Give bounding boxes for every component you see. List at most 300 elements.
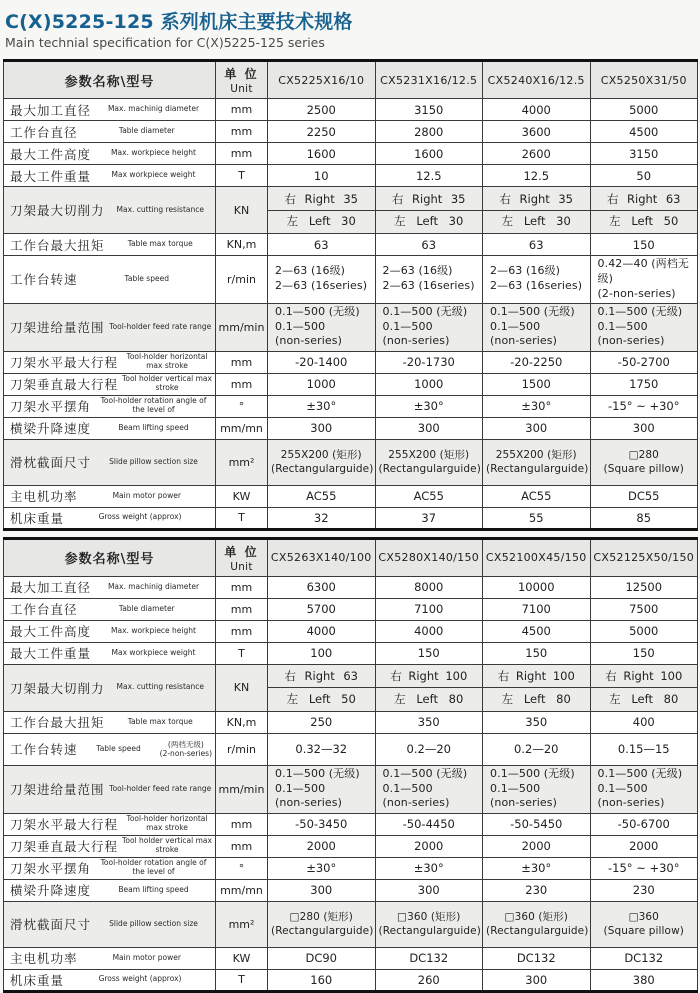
value-cell: 2000: [590, 835, 698, 857]
param-name-content: [10, 780, 212, 798]
right-value: [591, 666, 698, 689]
param-name-cn: 滑枕截面尺寸: [10, 455, 92, 471]
value-cell: 160: [268, 969, 376, 991]
param-name-cell: [4, 857, 216, 879]
param-name-content: [10, 236, 212, 254]
param-name-en: Tool holder vertical max stroke: [122, 836, 212, 855]
param-name-cn: 机床重量: [10, 510, 65, 526]
value-line: 2—63 (16series): [382, 279, 475, 293]
right-number: 35: [558, 191, 573, 206]
value-cell: -50-6700: [590, 813, 698, 835]
right-left-values: [483, 188, 590, 232]
param-name-content: [10, 375, 212, 393]
value-cell: [590, 256, 698, 304]
value-cell: [483, 256, 591, 304]
param-name-content: [10, 815, 212, 833]
value-cell: ±30°: [483, 857, 591, 879]
left-value: [268, 211, 375, 233]
param-name-cn: 主电机功率: [10, 951, 78, 967]
param-name-cell: [4, 576, 216, 598]
value-line: 0.1—500 (无级): [382, 766, 468, 780]
value-cell: 100: [268, 642, 376, 664]
value-line: (Rectangularguide): [486, 925, 589, 938]
value-line: 0.1—500: [597, 319, 648, 333]
value-cell: 10000: [483, 576, 591, 598]
column-header-model: CX5250X31/50: [590, 61, 698, 99]
param-name-cn: 横梁升降速度: [10, 421, 92, 437]
unit-cell: T: [216, 507, 268, 529]
value-cell: AC55: [375, 485, 483, 507]
value-line: 2—63 (16级): [275, 264, 346, 278]
value-cell: 2500: [268, 99, 376, 121]
value-cell: 2250: [268, 121, 376, 143]
param-name-cell: [4, 642, 216, 664]
param-name-cn: 最大工件重量: [10, 168, 92, 184]
right-label-cn: 右: [390, 669, 402, 684]
param-name-cn: 刀架垂直最大行程: [10, 377, 119, 393]
value-cell: AC55: [268, 485, 376, 507]
left-number: 50: [663, 214, 679, 229]
left-label-en: Left: [631, 691, 653, 706]
param-name-content: [10, 453, 212, 471]
unit-cell: mm/min: [216, 765, 268, 813]
param-name-en: Gross weight (approx): [98, 974, 182, 984]
spec-row: [4, 187, 698, 234]
value-cell: -20-2250: [483, 351, 591, 373]
param-name-cell: [4, 417, 216, 439]
unit-header-cn: 单 位: [224, 67, 259, 81]
param-name-cn: 工作台转速: [10, 272, 78, 288]
value-cell: [483, 439, 591, 485]
spec-row: [4, 165, 698, 187]
value-line: (non-series): [490, 796, 558, 810]
value-cell: [268, 303, 376, 351]
value-line: (non-series): [275, 796, 343, 810]
value-line: 0.1—500: [382, 319, 433, 333]
unit-cell: KW: [216, 947, 268, 969]
value-line: (non-series): [382, 796, 450, 810]
value-cell: 2800: [375, 121, 483, 143]
value-line: 0.1—500: [490, 781, 541, 795]
param-name-content: [10, 145, 212, 163]
value-cell: [483, 303, 591, 351]
param-name-en: Tool holder vertical max stroke: [122, 374, 212, 393]
param-name-cn: 最大工件重量: [10, 646, 92, 662]
unit-cell: mm²: [216, 901, 268, 947]
param-name-content: [10, 971, 212, 989]
param-name-cell: [4, 373, 216, 395]
value-cell: 230: [483, 879, 591, 901]
param-name-cell: [4, 879, 216, 901]
table-body: [4, 99, 698, 530]
param-name-cell: [4, 711, 216, 733]
param-name-en: Max workpiece weight: [111, 170, 196, 180]
param-name-content: [10, 600, 212, 618]
value-cell: [375, 439, 483, 485]
value-cell: -50-3450: [268, 813, 376, 835]
right-number: 35: [343, 191, 358, 206]
param-model-header: 参数名称\型号: [4, 538, 216, 576]
right-left-values: [376, 188, 483, 232]
spec-row: [4, 765, 698, 813]
value-cell: [268, 765, 376, 813]
page-subtitle: Main technial specification for C(X)5225-125 series: [5, 35, 325, 50]
param-name-cell: [4, 99, 216, 121]
right-value: [268, 666, 375, 689]
value-cell: 7100: [483, 598, 591, 620]
param-name-cn: 刀架水平最大行程: [10, 817, 119, 833]
spec-row: [4, 121, 698, 143]
right-number: 100: [660, 669, 683, 684]
param-name-en: Tool-holder horizontal max stroke: [126, 814, 208, 833]
value-line: 0.1—500 (无级): [490, 766, 575, 780]
param-name-cell: [4, 165, 216, 187]
value-line: 0.1—500 (无级): [597, 304, 683, 318]
value-line: □280: [628, 448, 659, 461]
param-name-en: Beam lifting speed: [118, 884, 189, 894]
value-line: □360 (矩形): [504, 910, 568, 923]
param-name-cell: [4, 187, 216, 234]
value-cell: 55: [483, 507, 591, 529]
value-cell: 2000: [483, 835, 591, 857]
value-line: 0.1—500 (无级): [490, 304, 575, 318]
unit-header: [216, 538, 268, 576]
value-cell: 85: [590, 507, 698, 529]
value-cell: AC55: [483, 485, 591, 507]
right-left-values: [591, 188, 698, 232]
value-cell: 3150: [590, 143, 698, 165]
unit-cell: T: [216, 969, 268, 991]
value-line: (non-series): [490, 334, 558, 348]
unit-cell: mm: [216, 813, 268, 835]
param-name-cell: [4, 439, 216, 485]
value-cell: ±30°: [268, 857, 376, 879]
spec-row: [4, 901, 698, 947]
left-label-cn: 左: [609, 214, 621, 229]
value-cell: 4000: [483, 99, 591, 121]
right-left-values: [376, 666, 483, 710]
spec-table-1: [3, 59, 698, 531]
value-cell: ±30°: [268, 395, 376, 417]
param-name-en: Table max torque: [127, 716, 193, 726]
column-header-model: CX5225X16/10: [268, 61, 376, 99]
right-value: [376, 188, 483, 211]
param-name-en: Main motor power: [112, 490, 181, 500]
param-name-en: Max workpiece weight: [111, 647, 196, 657]
right-number: 35: [450, 191, 466, 206]
left-value: [591, 211, 698, 233]
value-cell: [268, 439, 376, 485]
value-line: (non-series): [597, 334, 665, 348]
value-cell: [375, 303, 483, 351]
value-cell: 63: [375, 234, 483, 256]
param-name-content: [10, 881, 212, 899]
param-name-cell: [4, 947, 216, 969]
value-cell: ±30°: [375, 857, 483, 879]
spec-row: [4, 733, 698, 765]
unit-cell: °: [216, 395, 268, 417]
value-cell: 3150: [375, 99, 483, 121]
left-value: [483, 688, 590, 710]
unit-header-en: Unit: [230, 560, 253, 573]
spec-row: [4, 879, 698, 901]
param-name-cn: 最大工件高度: [10, 624, 92, 640]
param-name-en: Gross weight (approx): [98, 512, 182, 522]
column-header-model: CX5263X140/100: [268, 538, 376, 576]
left-label-cn: 左: [609, 691, 621, 706]
column-header-model: CX52100X45/150: [483, 538, 591, 576]
value-cell: [590, 439, 698, 485]
column-header-model: CX5280X140/150: [375, 538, 483, 576]
value-cell: 2000: [268, 835, 376, 857]
spec-row: [4, 143, 698, 165]
value-line: (non-series): [597, 796, 665, 810]
value-cell: 260: [375, 969, 483, 991]
spec-row: [4, 620, 698, 642]
value-cell: [483, 901, 591, 947]
param-name-cell: [4, 234, 216, 256]
value-cell: 1600: [268, 143, 376, 165]
param-name-cn: 刀架进给量范围: [10, 320, 105, 336]
unit-cell: mm: [216, 121, 268, 143]
value-cell: 63: [268, 234, 376, 256]
value-line: (Square pillow): [603, 925, 684, 938]
param-name-cn: 最大加工直径: [10, 102, 92, 118]
param-name-cell: [4, 143, 216, 165]
value-cell: 350: [375, 711, 483, 733]
value-cell: 0.2—20: [375, 733, 483, 765]
value-cell: 300: [483, 969, 591, 991]
right-value: [268, 188, 375, 211]
value-line: (2-non-series): [597, 286, 676, 300]
spec-table-2: [3, 537, 698, 993]
left-label-en: Left: [308, 691, 331, 706]
value-line: 2—63 (16级): [490, 264, 561, 278]
param-name-content: [10, 201, 212, 219]
param-name-cell: [4, 395, 216, 417]
param-name-cn: 机床重量: [10, 972, 65, 988]
param-name-cell: [4, 351, 216, 373]
right-label-cn: 右: [607, 191, 619, 206]
value-line: (Rectangularguide): [271, 925, 374, 938]
unit-cell: mm: [216, 373, 268, 395]
left-value: [483, 211, 590, 233]
param-name-cn: 最大加工直径: [10, 580, 92, 596]
unit-cell: mm²: [216, 439, 268, 485]
spec-row: [4, 598, 698, 620]
column-header-model: CX5231X16/12.5: [375, 61, 483, 99]
param-name-cn: 刀架最大切削力: [10, 203, 105, 218]
unit-cell: mm: [216, 598, 268, 620]
right-value: [591, 188, 698, 211]
right-value: [376, 666, 483, 689]
left-number: 80: [556, 691, 571, 706]
param-name-content: [10, 167, 212, 185]
value-cell: DC132: [590, 947, 698, 969]
value-line: □360: [628, 910, 659, 923]
value-cell: 400: [590, 711, 698, 733]
unit-cell: mm: [216, 99, 268, 121]
value-cell: 230: [590, 879, 698, 901]
value-line: 0.1—500 (无级): [597, 766, 683, 780]
right-number: 63: [343, 669, 358, 684]
value-cell: DC90: [268, 947, 376, 969]
value-line: (Rectangularguide): [378, 463, 481, 476]
value-cell: [268, 664, 376, 711]
param-name-en: Max. machinig diameter: [107, 581, 200, 591]
left-value: [591, 688, 698, 710]
left-label-en: Left: [416, 214, 438, 229]
value-cell: 12500: [590, 576, 698, 598]
value-cell: 1500: [483, 373, 591, 395]
left-value: [376, 688, 483, 710]
left-label-en: Left: [416, 691, 438, 706]
spec-row: [4, 711, 698, 733]
spec-row: [4, 256, 698, 304]
param-name-en: Max. machinig diameter: [107, 104, 200, 114]
spec-row: [4, 576, 698, 598]
value-line: 2—63 (16series): [490, 279, 583, 293]
value-cell: [375, 765, 483, 813]
column-header-model: CX5240X16/12.5: [483, 61, 591, 99]
param-name-cn: 横梁升降速度: [10, 883, 92, 899]
value-line: (Rectangularguide): [378, 925, 481, 938]
right-label-en: Right: [519, 191, 550, 206]
param-name-en: Max. cutting resistance: [116, 204, 204, 214]
value-cell: 300: [375, 417, 483, 439]
table-head: [4, 61, 698, 99]
value-line: 255X200 (矩形): [495, 448, 577, 461]
table-header-row: [4, 61, 698, 99]
value-line: 0.1—500 (无级): [275, 304, 360, 318]
value-cell: ±30°: [483, 395, 591, 417]
value-cell: [590, 187, 698, 234]
table-body: [4, 576, 698, 991]
param-name-en: Max. cutting resistance: [116, 682, 204, 692]
value-cell: 0.32—32: [268, 733, 376, 765]
unit-cell: T: [216, 165, 268, 187]
param-name-cn: 滑枕截面尺寸: [10, 917, 92, 933]
value-cell: 2600: [483, 143, 591, 165]
param-name-content: [10, 578, 212, 596]
spec-row: [4, 857, 698, 879]
unit-cell: KN,m: [216, 234, 268, 256]
spec-row: [4, 664, 698, 711]
param-name-content: [10, 318, 212, 336]
right-value: [483, 188, 590, 211]
value-cell: DC132: [483, 947, 591, 969]
value-cell: 1750: [590, 373, 698, 395]
value-cell: [590, 901, 698, 947]
param-name-en: Tool-holder horizontal max stroke: [126, 352, 208, 371]
param-name-cn: 主电机功率: [10, 489, 78, 505]
value-cell: 12.5: [375, 165, 483, 187]
right-label-cn: 右: [499, 191, 512, 206]
value-cell: 6300: [268, 576, 376, 598]
left-label-cn: 左: [286, 214, 299, 229]
unit-cell: mm: [216, 620, 268, 642]
value-line: (Square pillow): [603, 463, 684, 476]
value-cell: [590, 664, 698, 711]
right-left-values: [268, 666, 375, 710]
param-name-en: Tool-holder rotation angle of the level of: [100, 396, 207, 415]
param-name-cell: [4, 303, 216, 351]
param-name-en: Max. workpiece height: [111, 148, 196, 158]
unit-header-en: Unit: [230, 83, 253, 95]
left-number: 50: [341, 691, 356, 706]
value-cell: 380: [590, 969, 698, 991]
value-cell: 63: [483, 234, 591, 256]
param-name-en: Tool-holder feed rate range: [109, 783, 212, 793]
value-cell: 1000: [268, 373, 376, 395]
value-cell: [375, 256, 483, 304]
unit-cell: r/min: [216, 733, 268, 765]
param-name-cell: [4, 507, 216, 529]
value-line: (Rectangularguide): [271, 463, 374, 476]
param-name-cell: [4, 121, 216, 143]
right-value: [483, 666, 590, 689]
value-cell: 1000: [375, 373, 483, 395]
left-label-cn: 左: [394, 691, 406, 706]
param-name-cn: 刀架水平摆角: [10, 399, 92, 415]
spec-row: [4, 439, 698, 485]
param-name-content: [10, 509, 212, 527]
unit-cell: °: [216, 857, 268, 879]
spec-row: [4, 969, 698, 991]
spec-row: [4, 417, 698, 439]
page-title: C(X)5225-125 系列机床主要技术规格: [5, 11, 353, 33]
left-label-en: Left: [523, 214, 546, 229]
value-cell: 50: [590, 165, 698, 187]
right-number: 100: [552, 669, 575, 684]
value-cell: [268, 187, 376, 234]
param-name-cn: 刀架进给量范围: [10, 782, 105, 798]
value-cell: 10: [268, 165, 376, 187]
param-name-cn: 刀架水平摆角: [10, 861, 92, 877]
spec-row: [4, 947, 698, 969]
param-name-content: [10, 644, 212, 662]
value-line: □280 (矩形): [289, 910, 353, 923]
spec-row: [4, 485, 698, 507]
spec-row: [4, 835, 698, 857]
left-label-cn: 左: [501, 691, 514, 706]
param-name-cn: 工作台转速: [10, 742, 78, 758]
spec-row: [4, 234, 698, 256]
unit-cell: mm: [216, 576, 268, 598]
unit-header: [216, 61, 268, 99]
param-name-content: [10, 679, 212, 697]
value-cell: 4500: [590, 121, 698, 143]
value-cell: -15° ~ +30°: [590, 857, 698, 879]
unit-cell: r/min: [216, 256, 268, 304]
param-name-en: Table diameter: [118, 126, 175, 136]
param-name-cell: [4, 733, 216, 765]
value-cell: -50-2700: [590, 351, 698, 373]
value-cell: 7500: [590, 598, 698, 620]
param-name-content: [10, 397, 212, 415]
param-name-cell: [4, 664, 216, 711]
left-label-cn: 左: [394, 214, 406, 229]
param-name-cn: 工作台直径: [10, 602, 78, 618]
right-left-values: [268, 188, 375, 232]
unit-header-cn: 单 位: [224, 544, 259, 559]
value-cell: 300: [375, 879, 483, 901]
value-cell: 3600: [483, 121, 591, 143]
param-name-cn: 刀架最大切削力: [10, 680, 105, 696]
right-number: 63: [665, 191, 681, 206]
value-cell: ±30°: [375, 395, 483, 417]
spec-row: [4, 303, 698, 351]
